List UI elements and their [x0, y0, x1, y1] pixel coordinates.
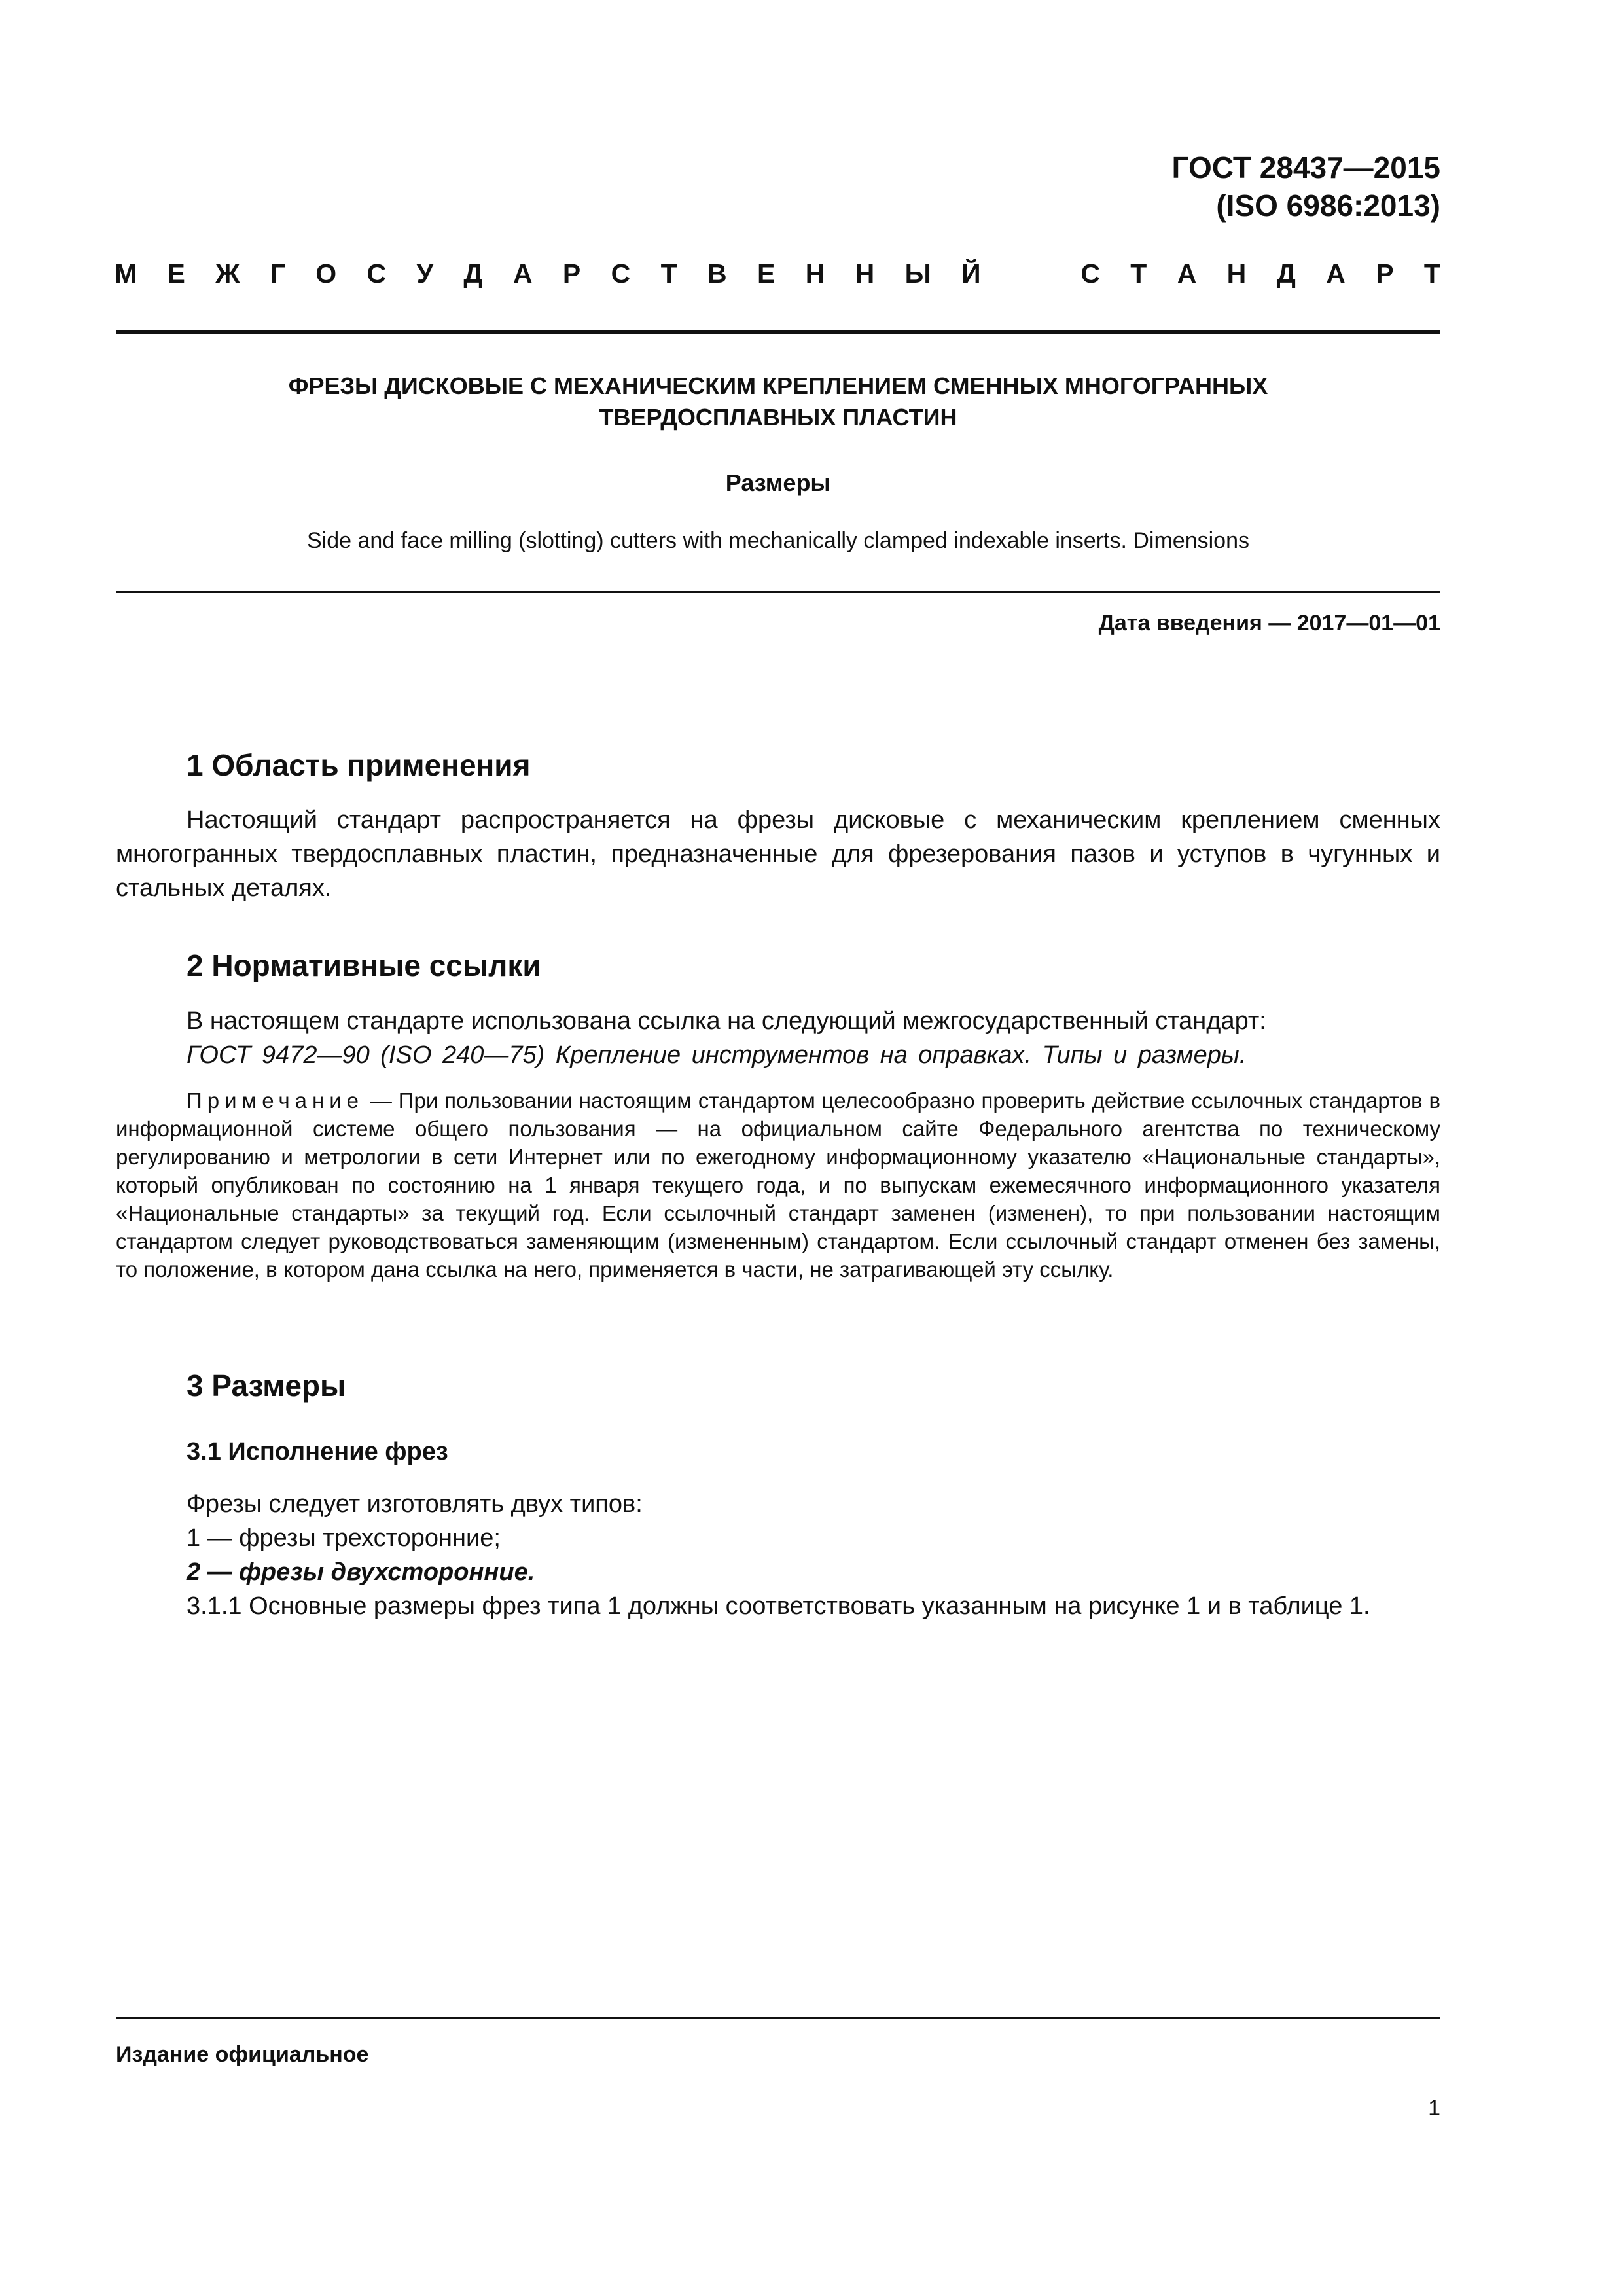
category-title-letter: С [611, 259, 631, 289]
english-title: Side and face milling (slotting) cutters with mechanically clamped indexable inserts. Dimensions [307, 528, 1249, 553]
category-title-letter: Ж [215, 259, 240, 289]
category-title-letter: С [366, 259, 387, 289]
category-title-letter: А [1177, 259, 1197, 289]
category-title-letter: Е [757, 259, 776, 289]
section-2-intro: В настоящем стандарте использована ссылка на следующий межгосударственный стандарт: [187, 1007, 1266, 1035]
normative-reference: ГОСТ 9472—90 (ISO 240—75) Крепление инструментов на оправках. Типы и размеры. [187, 1041, 1247, 1069]
page-number: 1 [1428, 2096, 1440, 2121]
category-title-letter: В [707, 259, 727, 289]
category-title-letter: Т [1130, 259, 1147, 289]
footer-rule [116, 2017, 1440, 2019]
category-title-letter: А [1326, 259, 1346, 289]
section-3-heading: 3 Размеры [187, 1369, 346, 1403]
category-title-letter: А [512, 259, 533, 289]
category-title-letter: С [1080, 259, 1100, 289]
section-3-1-heading: 3.1 Исполнение фрез [187, 1438, 448, 1465]
category-title-letter: Д [463, 259, 483, 289]
category-title-letter: Р [562, 259, 581, 289]
document-title [116, 370, 1440, 433]
document-title-line-1: ФРЕЗЫ ДИСКОВЫЕ С МЕХАНИЧЕСКИМ КРЕПЛЕНИЕМ СМЕННЫХ МНОГОГРАННЫХ [288, 372, 1268, 399]
gost-code: ГОСТ 28437—2015 [1171, 151, 1440, 185]
document-title-line-2: ТВЕРДОСПЛАВНЫХ ПЛАСТИН [599, 404, 957, 431]
section-3-1-intro: Фрезы следует изготовлять двух типов: [187, 1490, 643, 1518]
note-text: — При пользовании настоящим стандартом целесообразно проверить действие ссылочных стандартов в информационной системе общего пользования — на официальном сайте Федерального агентства по техническому регулированию и метрологии в сети Интернет или по ежегодному информационному указателю «Национальные стандарты», который опубликован по состоянию на 1 января текущего года, и по выпускам ежемесячного информационного указателя «Национальные стандарты» за текущий год. Если ссылочный стандарт заменен (изменен), то при пользовании настоящим стандартом следует руководствоваться заменяющим (измененным) стандартом. Если ссылочный стандарт отменен без замены, то положение, в котором дана ссылка на него, применяется в части, не затрагивающей эту ссылку. [116, 1088, 1440, 1282]
category-title-letter: У [416, 259, 434, 289]
category-title-letter: Н [855, 259, 875, 289]
document-subtitle: Размеры [725, 469, 831, 496]
header-rule [116, 330, 1440, 334]
category-title-letter: Ы [904, 259, 931, 289]
note-label: Примечание [187, 1088, 365, 1113]
note [116, 1086, 1440, 1283]
category-title-letter: Й [961, 259, 981, 289]
category-title-letter: Н [805, 259, 825, 289]
cutter-type-2: 2 — фрезы двухсторонние. [187, 1558, 535, 1586]
section-2-heading: 2 Нормативные ссылки [187, 948, 541, 982]
official-edition-label: Издание официальное [116, 2042, 369, 2067]
category-title [115, 257, 1440, 290]
category-title-letter: Е [167, 259, 185, 289]
title-rule [116, 591, 1440, 593]
section-1-text: Настоящий стандарт распространяется на фрезы дисковые с механическим креплением сменных многогранных твердосплавных пластин, предназначенные для фрезерования пазов и уступов в чугунных и стальных деталях. [116, 806, 1440, 902]
clause-3-1-1: 3.1.1 Основные размеры фрез типа 1 должны соответствовать указанным на рисунке 1 и в таблице 1. [187, 1592, 1370, 1620]
category-title-letter: Т [1423, 259, 1440, 289]
section-1-heading: 1 Область применения [187, 748, 531, 782]
cutter-type-1: 1 — фрезы трехсторонние; [187, 1524, 501, 1552]
category-title-letter: О [315, 259, 337, 289]
category-title-word-gap [1011, 257, 1050, 290]
iso-code: (ISO 6986:2013) [1216, 188, 1440, 223]
introduction-date: Дата введения — 2017—01—01 [1098, 611, 1440, 636]
category-title-letter: Р [1376, 259, 1394, 289]
category-title-letter: Г [270, 259, 285, 289]
category-title-letter: Д [1276, 259, 1296, 289]
category-title-letter: Т [660, 259, 677, 289]
category-title-letter: М [115, 259, 137, 289]
category-title-letter: Н [1226, 259, 1247, 289]
